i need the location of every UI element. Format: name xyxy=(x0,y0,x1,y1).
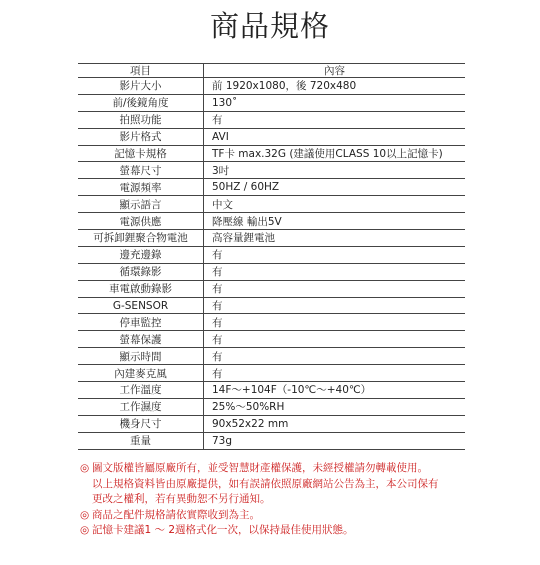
spec-label: 顯示語言 xyxy=(78,196,204,212)
table-row xyxy=(78,314,465,331)
note-copyright xyxy=(80,461,480,477)
spec-value: 90x52x22 mm xyxy=(212,417,289,430)
spec-value: 有 xyxy=(212,300,223,313)
spec-value: 有 xyxy=(212,249,223,262)
table-header-row xyxy=(78,64,465,78)
table-row xyxy=(78,112,465,129)
table-row xyxy=(78,382,465,399)
table-row xyxy=(78,78,465,95)
table-row xyxy=(78,331,465,348)
spec-value: 73g xyxy=(212,434,233,447)
spec-value: 有 xyxy=(212,350,223,363)
header-value: 內容 xyxy=(324,65,345,77)
note-copyright-cont2: 更改之權利，若有異動恕不另行通知。 xyxy=(92,493,271,505)
table-row xyxy=(78,399,465,416)
spec-label: 影片格式 xyxy=(78,129,204,145)
spec-label: 顯示時間 xyxy=(78,348,204,364)
table-row xyxy=(78,247,465,264)
spec-value: 中文 xyxy=(212,198,233,211)
table-row xyxy=(78,365,465,382)
spec-label: 電源供應 xyxy=(78,213,204,229)
table-row xyxy=(78,162,465,179)
note-mark-icon: ◎ xyxy=(80,462,90,474)
table-row xyxy=(78,348,465,365)
spec-label: 循環錄影 xyxy=(78,264,204,280)
table-row xyxy=(78,213,465,230)
spec-label: 螢幕保護 xyxy=(78,331,204,347)
table-row xyxy=(78,146,465,163)
spec-label: 螢幕尺寸 xyxy=(78,162,204,178)
table-row xyxy=(78,433,465,450)
note-accessories xyxy=(80,508,480,524)
note-copyright-cont1: 以上規格資料皆由原廠提供，如有誤請依照原廠網站公告為主，本公司保有 xyxy=(92,477,439,490)
spec-label: 停車監控 xyxy=(78,314,204,330)
note-text: 記憶卡建議1 ～ 2週格式化一次，以保持最佳使用狀態。 xyxy=(92,524,354,536)
spec-table xyxy=(78,63,465,450)
spec-value: 有 xyxy=(212,333,223,346)
note-text: 商品之配件規格請依實際收到為主。 xyxy=(92,508,260,521)
table-row xyxy=(78,95,465,112)
spec-value: 14F～+104F（-10℃～+40℃） xyxy=(212,384,372,397)
spec-value: 50HZ / 60HZ xyxy=(212,181,280,194)
header-label: 項目 xyxy=(78,64,204,77)
table-row xyxy=(78,230,465,247)
spec-label: 重量 xyxy=(78,433,204,449)
spec-value: TF卡 max.32G (建議使用CLASS 10以上記憶卡) xyxy=(212,148,443,160)
note-text: 圖文版權皆屬原廠所有，並受智慧財產權保護，未經授權請勿轉載使用。 xyxy=(92,462,428,474)
spec-label: 邊充邊錄 xyxy=(78,247,204,263)
spec-label: 車電啟動錄影 xyxy=(78,281,204,297)
notes-section xyxy=(80,461,480,539)
note-mark-icon: ◎ xyxy=(80,508,90,521)
spec-label: 電源頻率 xyxy=(78,179,204,195)
spec-value: 有 xyxy=(212,316,223,329)
spec-value: 前 1920x1080，後 720x480 xyxy=(212,80,357,93)
spec-label: 影片大小 xyxy=(78,78,204,94)
spec-value: 有 xyxy=(212,283,223,296)
spec-value: AVI xyxy=(212,130,229,143)
table-row xyxy=(78,129,465,146)
spec-value: 降壓線 輸出5V xyxy=(212,215,282,228)
table-row xyxy=(78,179,465,196)
spec-label: 拍照功能 xyxy=(78,112,204,128)
table-row xyxy=(78,264,465,281)
table-row xyxy=(78,281,465,298)
spec-label: 工作溫度 xyxy=(78,382,204,398)
table-row xyxy=(78,298,465,315)
spec-label: 記憶卡規格 xyxy=(78,146,204,162)
spec-label: 可拆卸鋰聚合物電池 xyxy=(78,230,204,246)
spec-value: 有 xyxy=(212,367,223,380)
spec-label: 前/後鏡角度 xyxy=(78,95,204,111)
spec-label: G-SENSOR xyxy=(78,298,204,314)
spec-value: 3吋 xyxy=(212,164,230,177)
page-title: 商品規格 xyxy=(209,9,330,43)
spec-value: 有 xyxy=(212,114,223,127)
spec-value: 130˚ xyxy=(212,96,238,109)
spec-value: 高容量鋰電池 xyxy=(212,232,275,245)
spec-label: 工作濕度 xyxy=(78,399,204,415)
table-row xyxy=(78,416,465,433)
note-mark-icon: ◎ xyxy=(80,524,90,536)
spec-label: 內建麥克風 xyxy=(78,365,204,381)
spec-value: 有 xyxy=(212,266,223,279)
spec-value: 25%～50%RH xyxy=(212,401,285,414)
table-row xyxy=(78,196,465,213)
note-memory-card xyxy=(80,523,480,539)
spec-label: 機身尺寸 xyxy=(78,416,204,432)
